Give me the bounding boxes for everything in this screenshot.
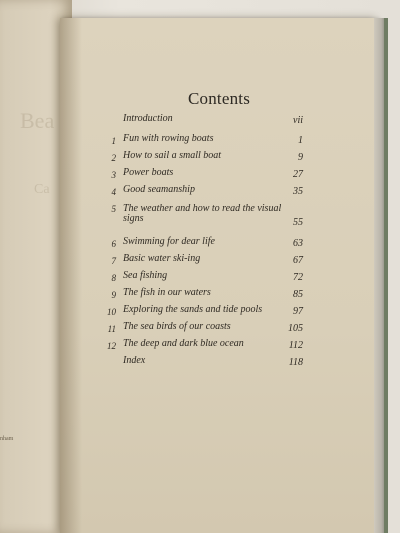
toc-page: 27	[293, 169, 303, 180]
toc-entry-7	[0, 254, 400, 268]
toc-page: 1	[298, 135, 303, 146]
left-page-name-fragment: nham	[0, 436, 14, 442]
toc-page: 112	[288, 340, 303, 351]
toc-entry-index	[0, 356, 400, 370]
toc-number: 5	[111, 204, 116, 214]
toc-entry-introduction	[0, 114, 400, 128]
toc-page: 35	[293, 186, 303, 197]
toc-page: 55	[293, 217, 303, 228]
toc-title: Basic water ski-ing	[123, 253, 201, 264]
left-page-ghost-text-2: Ca	[34, 182, 50, 197]
toc-number: 6	[111, 239, 116, 249]
toc-entry-1	[0, 134, 400, 148]
toc-entry-2	[0, 151, 400, 165]
toc-entry-9	[0, 288, 400, 302]
toc-entry-11	[0, 322, 400, 336]
toc-number: 2	[111, 153, 116, 163]
toc-entry-5	[0, 202, 400, 230]
toc-number: 10	[107, 307, 116, 317]
toc-page: 9	[298, 152, 303, 163]
toc-title: How to sail a small boat	[123, 150, 222, 161]
contents-title: Contents	[187, 89, 251, 108]
toc-title: Swimming for dear life	[123, 236, 215, 247]
toc-page: vii	[293, 115, 303, 126]
toc-title: The deep and dark blue ocean	[123, 338, 244, 349]
toc-title: Introduction	[123, 113, 173, 124]
toc-entry-10	[0, 305, 400, 319]
toc-entry-4	[0, 185, 400, 199]
toc-title: Index	[123, 355, 146, 366]
toc-number: 11	[107, 324, 116, 334]
toc-number: 4	[111, 187, 116, 197]
toc-title: Sea fishing	[123, 270, 168, 281]
toc-page: 67	[293, 255, 303, 266]
left-page-ghost-text: Bea	[20, 108, 55, 133]
toc-number: 12	[107, 341, 116, 351]
toc-title: The sea birds of our coasts	[123, 321, 231, 332]
toc-title: Good seamanship	[123, 184, 195, 195]
toc-number: 3	[111, 170, 116, 180]
toc-page: 97	[293, 306, 303, 317]
toc-page: 105	[288, 323, 303, 334]
toc-page: 72	[293, 272, 303, 283]
toc-title: The fish in our waters	[123, 287, 211, 298]
toc-number: 8	[111, 273, 116, 283]
toc-title: The weather and how to read the visual signs	[123, 203, 282, 224]
toc-page: 85	[293, 289, 303, 300]
toc-entry-6	[0, 237, 400, 251]
toc-page: 63	[293, 238, 303, 249]
toc-title: Exploring the sands and tide pools	[123, 304, 263, 315]
toc-page: 118	[288, 357, 303, 368]
toc-entry-8	[0, 271, 400, 285]
toc-number: 1	[111, 136, 116, 146]
toc-title: Fun with rowing boats	[123, 133, 214, 144]
toc-number: 9	[111, 290, 116, 300]
toc-entry-12	[0, 339, 400, 353]
toc-number: 7	[111, 256, 116, 266]
toc-entry-3	[0, 168, 400, 182]
toc-title: Power boats	[123, 167, 174, 178]
